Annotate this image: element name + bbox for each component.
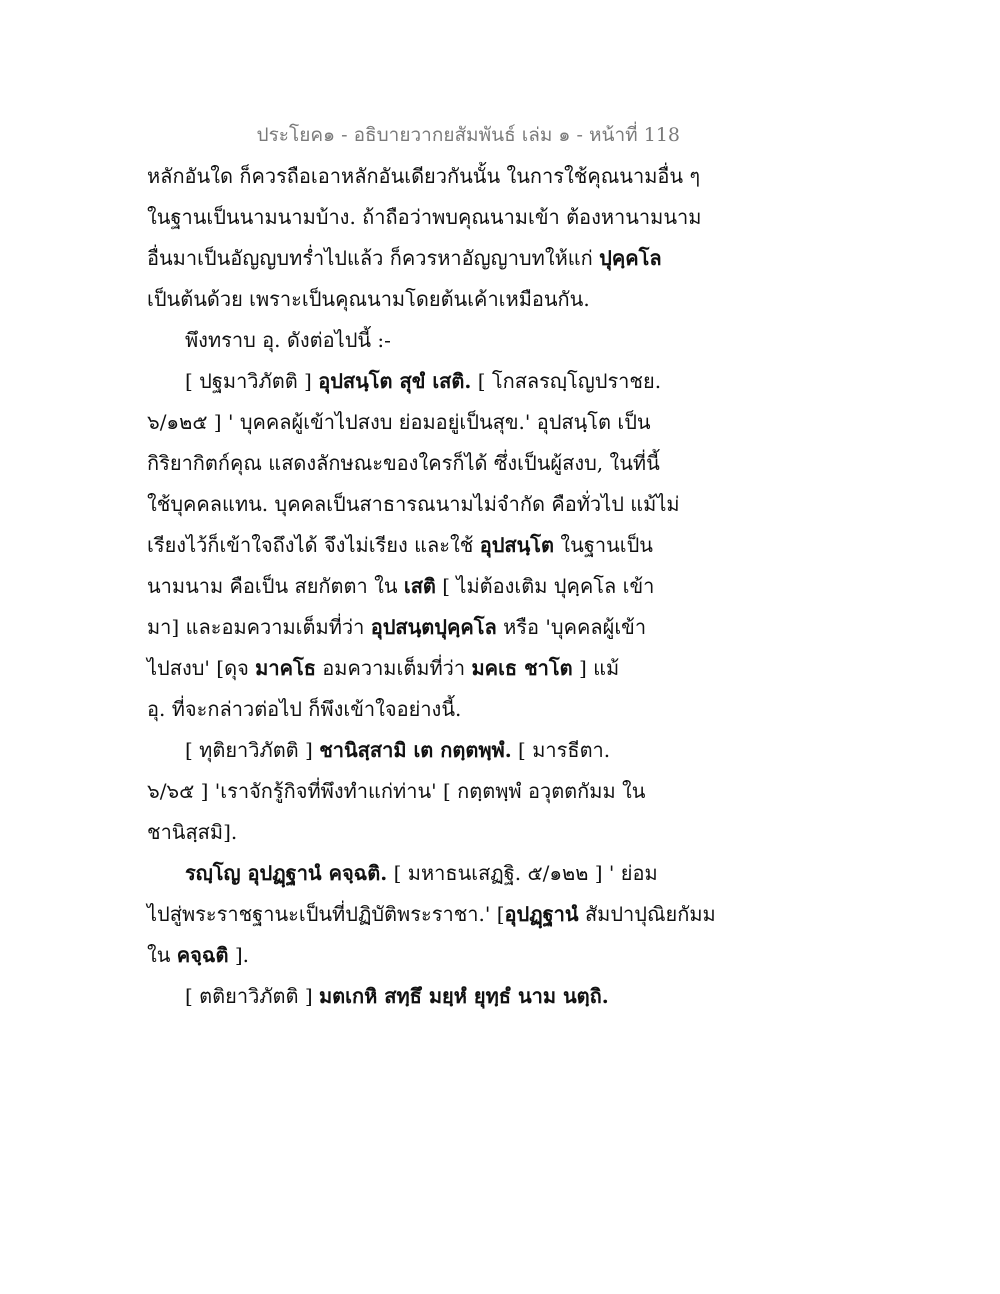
text-segment: เป็นต้นด้วย เพราะเป็นคุณนามโดยต้นเค้าเหมือนกัน.: [147, 287, 590, 311]
text-line: [147, 484, 692, 525]
text-segment: [ ปฐมาวิภัตติ ]: [185, 369, 319, 393]
text-segment: [ ทุติยาวิภัตติ ]: [185, 738, 320, 762]
bold-pali-text: ปุคฺคโล: [599, 246, 662, 270]
text-segment: มา] และอมความเต็มที่ว่า: [147, 615, 371, 639]
text-segment: ] แม้: [572, 656, 620, 680]
text-segment: [ มารธีตา.: [511, 738, 611, 762]
text-line: [147, 566, 692, 607]
bold-pali-text: มตเกหิ สทฺธึ มยฺหํ ยุทฺธํ นาม นตฺถิ.: [319, 984, 609, 1008]
text-segment: ].: [228, 943, 250, 967]
page-header: ประโยค๑ - อธิบายวากยสัมพันธ์ เล่ม ๑ - หน้าที่ 118: [256, 124, 680, 146]
text-line: [147, 607, 692, 648]
text-line: [147, 279, 692, 320]
text-segment: อื่นมาเป็นอัญญบทร่ำไปแล้ว ก็ควรหาอัญญาบทให้แก่: [147, 246, 600, 270]
text-segment: เรียงไว้ก็เข้าใจถึงได้ จึงไม่เรียง และใช้: [147, 533, 480, 557]
text-line: [147, 812, 692, 853]
text-line: [147, 935, 692, 976]
text-segment: กิริยากิตก์คุณ แสดงลักษณะของใครก็ได้ ซึ่งเป็นผู้สงบ, ในที่นี้: [147, 451, 660, 475]
text-line: [147, 238, 692, 279]
text-segment: สัมปาปุณิยกัมม: [578, 902, 716, 926]
text-segment: [ โกสลรญฺโญปราชย.: [471, 369, 662, 393]
text-segment: ๖/๑๒๕ ] ' บุคคลผู้เข้าไปสงบ ย่อมอยู่เป็นสุข.' อุปสนฺโต เป็น: [147, 410, 651, 434]
bold-pali-text: มาคโธ: [255, 656, 316, 680]
text-line: [147, 361, 692, 402]
bold-pali-text: รญฺโญ อุปฏฺฐานํ คจฺฉติ.: [185, 861, 388, 885]
text-line: [147, 689, 692, 730]
text-segment: [ มหาธนเสฏฐิ. ๕/๑๒๒ ] ' ย่อม: [387, 861, 658, 885]
text-line: [147, 894, 716, 935]
text-segment: [ ตติยาวิภัตติ ]: [185, 984, 319, 1008]
text-line: [147, 320, 692, 361]
bold-pali-text: มคเธ ชาโต: [471, 656, 573, 680]
text-line: [147, 730, 692, 771]
text-segment: ๖/๖๕ ] 'เราจักรู้กิจที่พึงทำแก่ท่าน' [ กตฺตพฺพํ อวุตตกัมม ใน: [147, 779, 646, 803]
text-line: [147, 853, 692, 894]
text-segment: นามนาม คือเป็น สยกัตตา ใน: [147, 574, 404, 598]
text-segment: อุ. ที่จะกล่าวต่อไป ก็พึงเข้าใจอย่างนี้.: [147, 697, 462, 721]
text-segment: ในฐานเป็นนามนามบ้าง. ถ้าถือว่าพบคุณนามเข้า ต้องหานามนาม: [147, 205, 702, 229]
text-line: [147, 443, 692, 484]
text-segment: พึงทราบ อุ. ดังต่อไปนี้ :-: [185, 328, 391, 352]
text-line: [147, 525, 692, 566]
bold-pali-text: คจฺฉติ: [176, 943, 229, 967]
text-segment: ใช้บุคคลแทน. บุคคลเป็นสาธารณนามไม่จำกัด คือทั่วไป แม้ไม่: [147, 492, 680, 516]
text-segment: [ ไม่ต้องเติม ปุคฺคโล เข้า: [435, 574, 655, 598]
text-segment: ใน: [147, 943, 177, 967]
bold-pali-text: อุปสนฺตปุคฺคโล: [370, 615, 497, 639]
text-segment: ไปสู่พระราชฐานะเป็นที่ปฏิบัติพระราชา.' [: [147, 902, 505, 926]
text-line: [147, 197, 702, 238]
text-line: [147, 648, 692, 689]
text-line: [147, 156, 701, 197]
text-segment: ชานิสฺสมิ].: [147, 820, 238, 844]
bold-pali-text: อุปสนฺโต: [479, 533, 555, 557]
bold-pali-text: ชานิสฺสามิ เต กตฺตพฺพํ.: [319, 738, 512, 762]
text-line: [147, 976, 692, 1017]
text-segment: ในฐานเป็น: [554, 533, 653, 557]
text-line: [147, 771, 692, 812]
bold-pali-text: อุปสนฺโต สุขํ เสติ.: [318, 369, 472, 393]
bold-pali-text: อุปฏฺฐานํ: [504, 902, 579, 926]
text-segment: หรือ 'บุคคลผู้เข้า: [496, 615, 647, 639]
text-line: [147, 402, 692, 443]
page-body: [147, 156, 716, 1017]
text-segment: หลักอันใด ก็ควรถือเอาหลักอันเดียวกันนั้น ในการใช้คุณนามอื่น ๆ: [147, 164, 701, 188]
bold-pali-text: เสติ: [403, 574, 436, 598]
text-segment: อมความเต็มที่ว่า: [315, 656, 472, 680]
text-segment: ไปสงบ' [ดุจ: [147, 656, 256, 680]
